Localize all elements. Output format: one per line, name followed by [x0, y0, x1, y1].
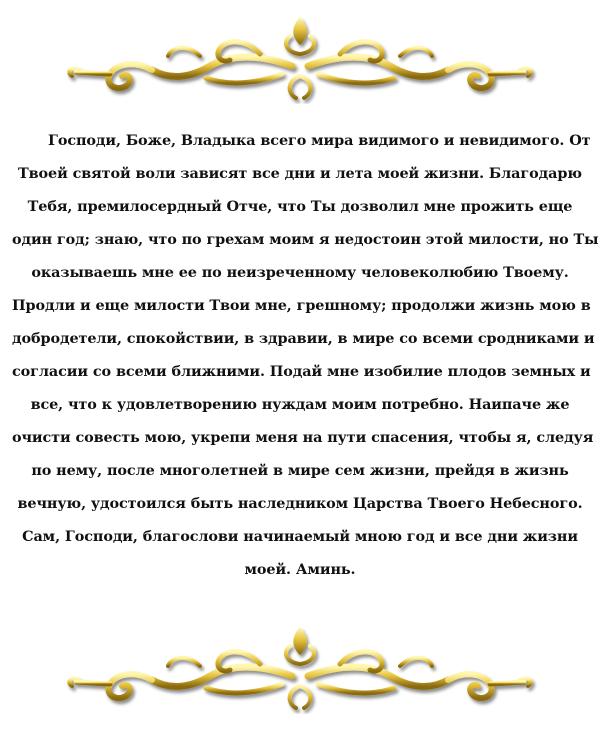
prayer-line: Господи, Боже, Владыка всего мира видимого и невидимого. От: [48, 132, 591, 149]
prayer-line: Продли и еще милости Твои мне, грешному; продолжи жизнь мою в: [12, 297, 591, 314]
prayer-line: моей. Аминь.: [244, 561, 356, 578]
prayer-line: добродетели, спокойствии, в здравии, в мире со всеми сродниками и: [12, 330, 595, 347]
prayer-line: Твоей святой воли зависят все дни и лета моей жизни. Благодарю: [18, 165, 582, 182]
prayer-line: один год; знаю, что по грехам моим я недостоин этой милости, но Ты: [12, 231, 599, 248]
prayer-line: Сам, Господи, благослови начинаемый мною год и все дни жизни: [22, 528, 578, 545]
prayer-line: все, что к удовлетворению нуждам моим потребно. Наипаче же: [30, 396, 570, 413]
top-ornament-icon: [60, 14, 540, 104]
prayer-text: [12, 124, 599, 586]
prayer-line: Тебя, премилосердный Отче, что Ты дозволил мне прожить еще: [27, 198, 573, 215]
prayer-line: оказываешь мне ее по неизреченному человеколюбию Твоему.: [31, 264, 569, 281]
prayer-line: вечную, удостоился быть наследником Царства Твоего Небесного.: [17, 495, 583, 512]
prayer-line: по нему, после многолетней в мире сем жизни, прейдя в жизнь: [31, 462, 569, 479]
prayer-line: согласии со всеми ближними. Подай мне изобилие плодов земных и: [12, 363, 591, 380]
bottom-ornament-icon: [60, 624, 540, 714]
prayer-line: очисти совесть мою, укрепи меня на пути спасения, чтобы я, следуя: [12, 429, 594, 446]
